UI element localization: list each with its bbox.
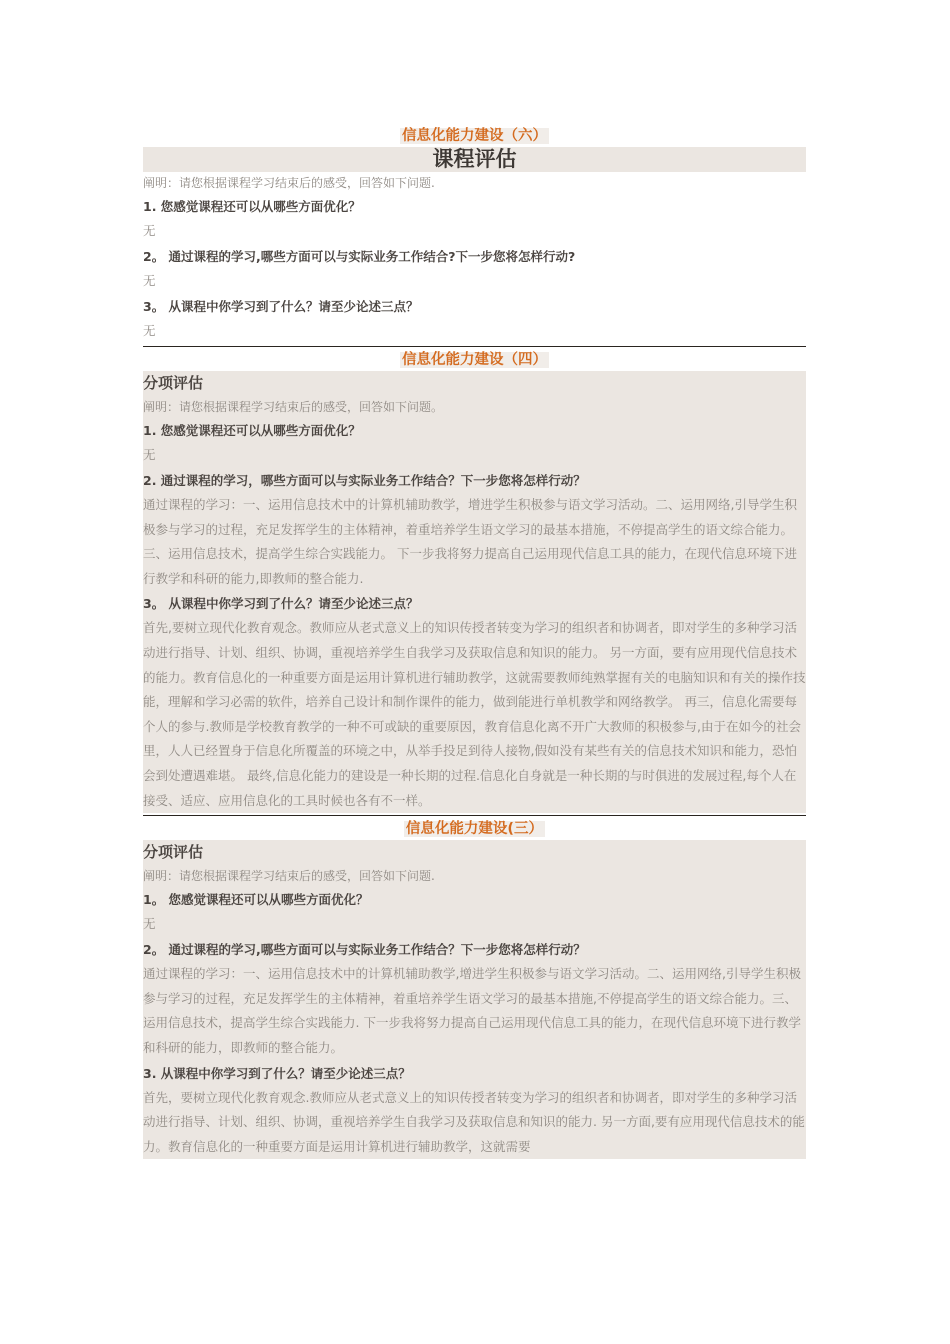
answer-1: 无	[143, 223, 156, 238]
question-3: 3。 从课程中你学习到了什么？请至少论述三点？	[143, 299, 419, 314]
question-2: 2。 通过课程的学习,哪些方面可以与实际业务工作结合?下一步您将怎样行动?	[143, 249, 576, 264]
section-title-text: 信息化能力建设（六）	[402, 128, 547, 144]
instruction-note: 阐明：请您根据课程学习结束后的感受，回答如下问题.	[143, 176, 435, 190]
question-1: 1. 您感觉课程还可以从哪些方面优化？	[143, 418, 806, 443]
question-2: 2。 通过课程的学习,哪些方面可以与实际业务工作结合？下一步您将怎样行动？	[143, 937, 806, 962]
answer-2: 通过课程的学习：一、运用信息技术中的计算机辅助教学,增进学生积极参与语文学习活动。二、运用网络,引导学生积极参与学习的过程，充足发挥学生的主体精神，着重培养学生语文学习的最基本措施,不停提高学生的语文综合能力。三、运用信息技术，提高学生综合实践能力. 下一步我将努力提高自己运用现代信息工具的能力，在现代信息环境下进行教学和科研的能力，即教师的整合能力。	[143, 962, 806, 1060]
section-course-evaluation-4	[143, 349, 806, 813]
question-3: 3. 从课程中你学习到了什么？请至少论述三点？	[143, 1061, 806, 1086]
answer-1: 无	[143, 912, 806, 937]
answer-3: 无	[143, 323, 156, 338]
section-divider	[143, 346, 806, 347]
section-heading: 分项评估	[143, 840, 806, 865]
document-page	[143, 125, 806, 1159]
section-title-text: 信息化能力建设（四）	[402, 352, 547, 368]
section-title-text: 信息化能力建设(三）	[405, 821, 544, 838]
section-title	[143, 349, 806, 371]
question-1: 1. 您感觉课程还可以从哪些方面优化？	[143, 199, 361, 214]
question-2: 2. 通过课程的学习，哪些方面可以与实际业务工作结合？下一步您将怎样行动？	[143, 468, 806, 493]
answer-2: 无	[143, 273, 156, 288]
question-3: 3。 从课程中你学习到了什么？请至少论述三点？	[143, 591, 806, 616]
section-course-evaluation-3	[143, 818, 806, 1159]
section-divider	[143, 815, 806, 816]
section-heading: 分项评估	[143, 371, 806, 396]
instruction-note: 阐明：请您根据课程学习结束后的感受，回答如下问题。	[143, 396, 806, 418]
section-title	[143, 125, 806, 147]
section-course-evaluation-6	[143, 125, 806, 344]
answer-2: 通过课程的学习：一、运用信息技术中的计算机辅助教学，增进学生积极参与语文学习活动。二、运用网络,引导学生积极参与学习的过程，充足发挥学生的主体精神，着重培养学生语文学习的最基本措施，不停提高学生的语文综合能力。三、运用信息技术，提高学生综合实践能力。 下一步我将努力提高自己运用现代信息工具的能力，在现代信息环境下进行教学和科研的能力,即教师的整合能力.	[143, 493, 806, 591]
section-title	[143, 818, 806, 840]
answer-1: 无	[143, 443, 806, 468]
answer-3: 首先，要树立现代化教育观念.教师应从老式意义上的知识传授者转变为学习的组织者和协调者，即对学生的多种学习活动进行指导、计划、组织、协调，重视培养学生自我学习及获取信息和知识的能力. 另一方面,要有应用现代信息技术的能力。教育信息化的一种重要方面是运用计算机进行辅助教学，这就需要	[143, 1086, 806, 1160]
section-heading: 课程评估	[143, 147, 806, 172]
question-1: 1。 您感觉课程还可以从哪些方面优化？	[143, 887, 806, 912]
answer-3: 首先,要树立现代化教育观念。教师应从老式意义上的知识传授者转变为学习的组织者和协调者，即对学生的多种学习活动进行指导、计划、组织、协调，重视培养学生自我学习及获取信息和知识的能力。 另一方面，要有应用现代信息技术的能力。教育信息化的一种重要方面是运用计算机进行辅助教学，这就需要教师纯熟掌握有关的电脑知识和有关的操作技能，理解和学习必需的软件，培养自己设计和制作课件的能力，做到能进行单机教学和网络教学。 再三，信息化需要每个人的参与.教师是学校教育教学的一种不可或缺的重要原因，教育信息化离不开广大教师的积极参与,由于在如今的社会里，人人已经置身于信息化所覆盖的环境之中，从举手投足到待人接物,假如没有某些有关的信息技术知识和能力，恐怕会到处遭遇难堪。 最终,信息化能力的建设是一种长期的过程.信息化自身就是一种长期的与时俱进的发展过程,每个人在接受、适应、应用信息化的工具时候也各有不一样。	[143, 616, 806, 813]
instruction-note: 阐明：请您根据课程学习结束后的感受，回答如下问题.	[143, 865, 806, 887]
